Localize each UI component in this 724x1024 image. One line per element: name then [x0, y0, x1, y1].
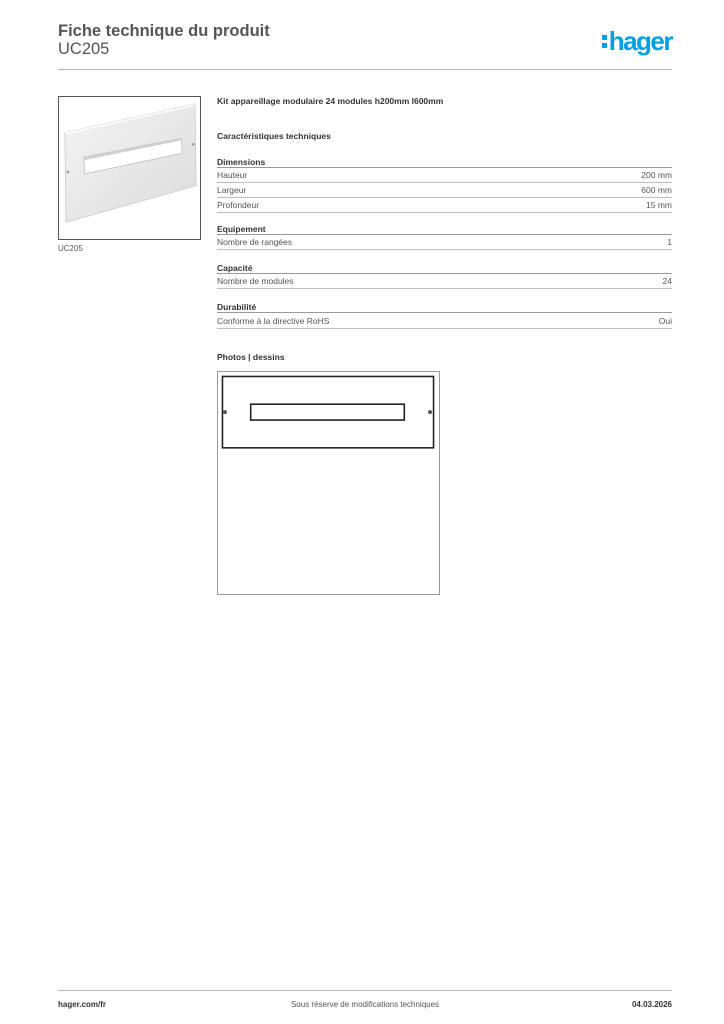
- spec-group-title: Capacité: [217, 262, 672, 274]
- hager-logo: [602, 28, 672, 54]
- spec-label: Nombre de modules: [217, 276, 294, 286]
- spec-label: Profondeur: [217, 200, 260, 210]
- spec-value: 15 mm: [646, 200, 672, 210]
- product-photo: [58, 96, 201, 240]
- spec-row: [217, 235, 672, 250]
- page-title: Fiche technique du produit: [58, 22, 270, 40]
- specs-heading: Caractéristiques techniques: [217, 131, 331, 141]
- spec-group-title: Durabilité: [217, 301, 672, 313]
- spec-value: 600 mm: [641, 185, 672, 195]
- spec-value: 1: [667, 237, 672, 247]
- spec-group-title: Equipement: [217, 223, 672, 235]
- logo-dots-icon: [602, 33, 607, 49]
- spec-row: [217, 198, 672, 213]
- document-footer: [58, 990, 672, 1020]
- spec-label: Largeur: [217, 185, 247, 195]
- drawings-heading: Photos | dessins: [217, 352, 285, 362]
- spec-row: [217, 313, 672, 329]
- photo-caption: UC205: [58, 244, 83, 253]
- technical-drawing: [217, 371, 440, 595]
- spec-row: [217, 168, 672, 183]
- website-link[interactable]: hager.com/fr: [58, 1000, 107, 1009]
- spec-label: Hauteur: [217, 170, 248, 180]
- logo-text: hager: [608, 26, 672, 56]
- spec-label: Nombre de rangées: [217, 237, 293, 247]
- spec-group-capacity: [217, 262, 672, 289]
- product-name: Kit appareillage modulaire 24 modules h200mm l600mm: [217, 96, 444, 106]
- spec-group-durability: [217, 301, 672, 329]
- document-date: 04.03.2026: [631, 1000, 672, 1009]
- footer-disclaimer: Sous réserve de modifications techniques: [290, 1000, 440, 1009]
- spec-value: Oui: [658, 316, 672, 326]
- product-photo-illustration: [59, 97, 200, 239]
- spec-group-equipment: [217, 223, 672, 250]
- spec-value: 200 mm: [641, 170, 672, 180]
- spec-label: Conforme à la directive RoHS: [217, 316, 330, 326]
- technical-drawing-illustration: [218, 372, 439, 594]
- spec-row: [217, 274, 672, 289]
- spec-row: [217, 183, 672, 198]
- spec-group-title: Dimensions: [217, 156, 672, 168]
- product-reference: UC205: [58, 40, 110, 58]
- document-header: [58, 22, 672, 70]
- spec-value: 24: [662, 276, 672, 286]
- spec-group-dimensions: [217, 156, 672, 213]
